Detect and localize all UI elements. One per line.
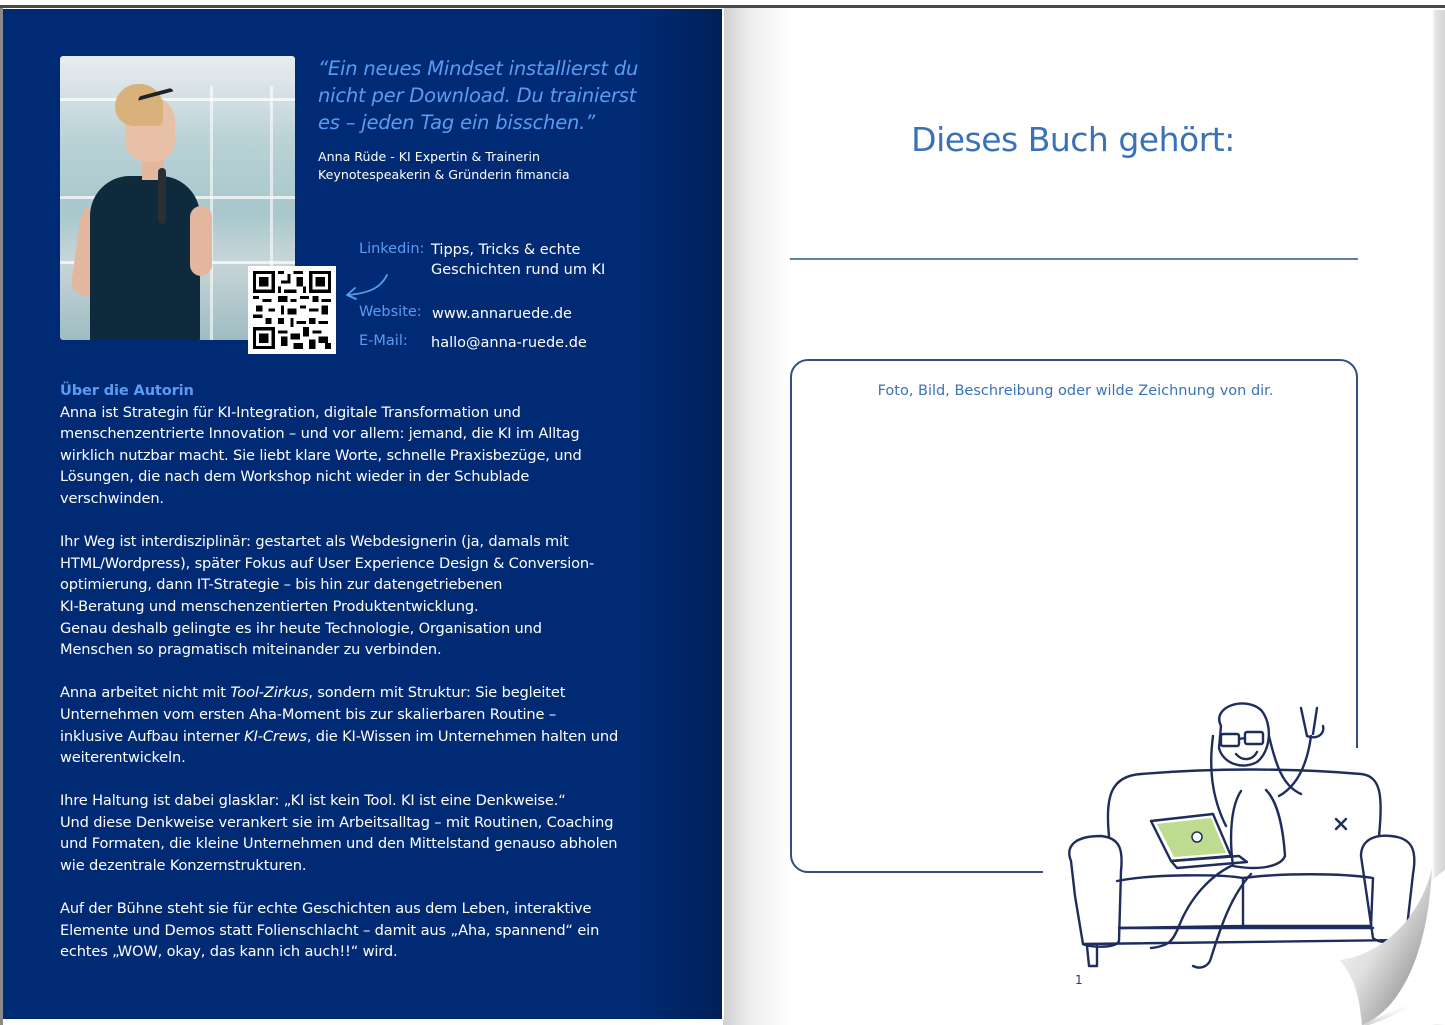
owner-heading: Dieses Buch gehört: <box>911 120 1235 159</box>
bio-paragraph: Anna arbeitet nicht mit Tool-Zirkus, sondern mit Struktur: Sie begleitet Unternehmen vom ersten Aha-Moment bis zur skalierbaren Routine – inklusive Aufbau interner KI-Crews, die KI-Wissen im Unternehmen halten und weiterentwickeln. <box>60 684 619 767</box>
qr-code-icon[interactable] <box>248 266 336 354</box>
bio-heading: Über die Autorin <box>60 382 194 399</box>
website-label: Website: <box>359 304 422 320</box>
book-gutter <box>723 8 793 1025</box>
author-quote: “Ein neues Mindset installierst du nicht per Download. Du trainierst es – jeden Tag ein bisschen.” <box>318 57 639 134</box>
email-label: E-Mail: <box>359 333 408 349</box>
bio-paragraph: Ihr Weg ist interdisziplinär: gestartet als Webdesignerin (ja, damals mit HTML/Wordpress), später Fokus auf User Experience Design & Conversion- optimierung, dann IT-Strategie – bis hin zur datengetriebenen KI-Beratung und menschenzentierten Produktentwicklung. Genau deshalb gelingte es ihr heute Technologie, Organisation und Menschen so pragmatisch miteinander zu verbinden. <box>60 533 595 659</box>
website-link[interactable]: www.annaruede.de <box>432 306 572 322</box>
curved-arrow-icon <box>343 271 393 301</box>
bio-paragraph: Anna ist Strategin für KI-Integration, digitale Transformation und menschenzentrierte Innovation – und vor allem: jemand, die KI im Alltag wirklich nutzbar macht. Sie liebt klare Worte, schnelle Praxisbezüge, und Lösungen, die nach dem Workshop nicht wieder in der Schublade verschwinden. <box>60 403 582 507</box>
left-page-author <box>3 9 723 1019</box>
bio-paragraph: Ihre Haltung ist dabei glasklar: „KI ist kein Tool. KI ist eine Denkweise.“ Und diese Denkweise verankert sie im Arbeitsalltag – mit Routinen, Coaching und Formaten, die kleine Unternehmen und den Mittelstand genauso abholen wie dezentrale Konzernstrukturen. <box>60 792 618 875</box>
page-curl-icon[interactable] <box>1320 860 1445 1025</box>
photo-box-hint: Foto, Bild, Beschreibung oder wilde Zeichnung von dir. <box>877 383 1274 399</box>
linkedin-value[interactable]: Tipps, Tricks & echte Geschichten rund um KI <box>431 242 606 278</box>
bio-paragraph: Auf der Bühne steht sie für echte Geschichten aus dem Leben, interaktive Elemente und Demos statt Folienschlacht – damit aus „Aha, spannend“ ein echtes „WOW, okay, das kann ich auch!!“ wird. <box>60 900 600 961</box>
page-number: 1 <box>1075 973 1083 987</box>
page-divider <box>722 8 724 1020</box>
owner-name-line[interactable] <box>790 258 1358 260</box>
linkedin-label: Linkedin: <box>359 241 425 257</box>
author-bio <box>60 380 680 985</box>
author-byline: Anna Rüde - KI Expertin & Trainerin Keynotespeakerin & Gründerin fimancia <box>318 149 570 182</box>
email-link[interactable]: hallo@anna-ruede.de <box>431 335 587 351</box>
